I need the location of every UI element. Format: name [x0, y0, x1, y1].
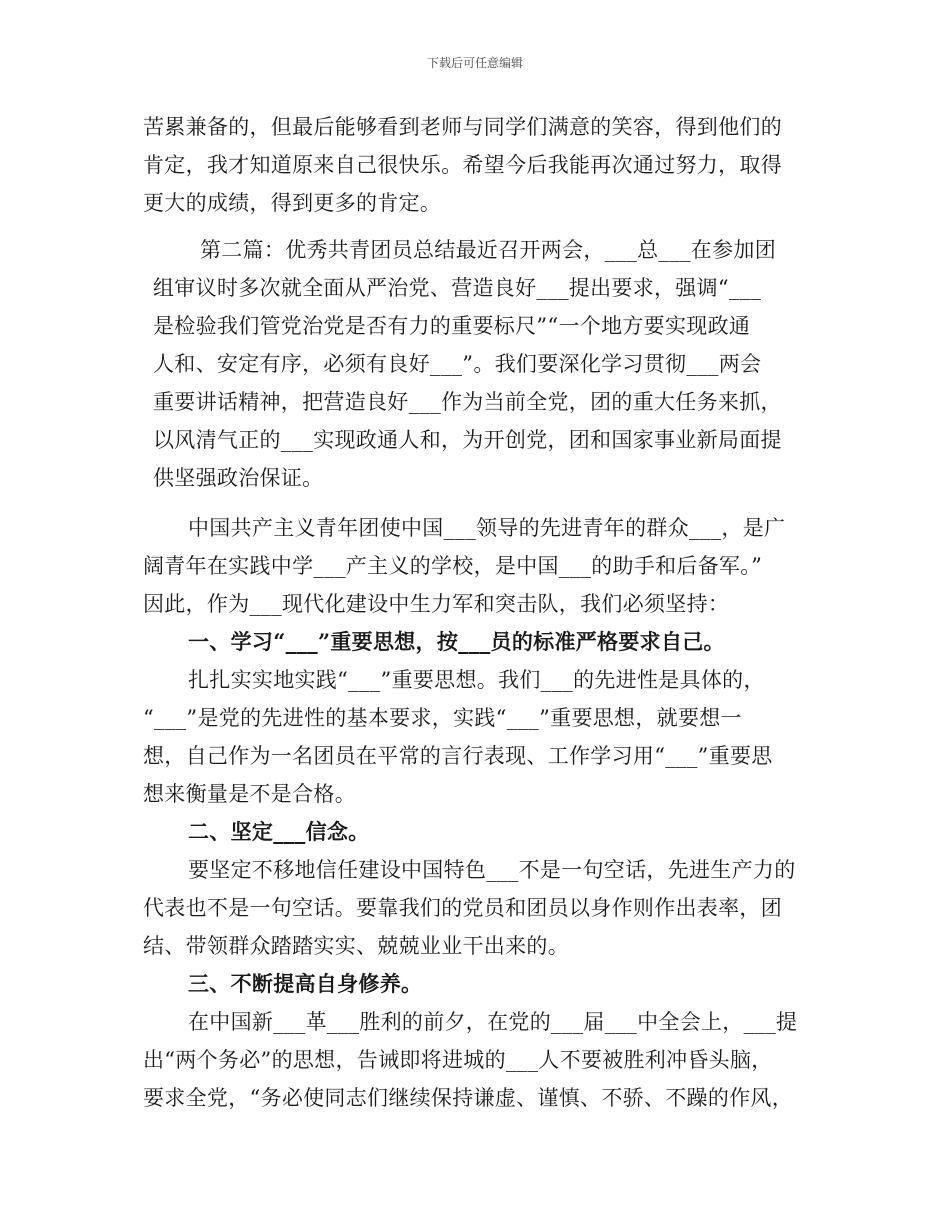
paragraph-line: 以风清气正的___实现政通人和，为开创党，团和国家事业新局面提 — [153, 428, 782, 452]
paragraph-line: 要坚定不移地信任建设中国特色___不是一句空话，先进生产力的 — [188, 858, 796, 882]
paragraph-line: 人和、安定有序，必须有良好___”。我们要深化学习贯彻___两会 — [153, 352, 762, 376]
paragraph-line: 要求全党，“务必使同志们继续保持谦虚、谨慎、不骄、不躁的作风， — [143, 1086, 794, 1110]
section-heading: 三、不断提高自身修养。 — [188, 971, 423, 996]
paragraph-line: 因此，作为___现代化建设中生力军和突击队，我们必须坚持： — [143, 592, 730, 616]
paragraph-line: 组审议时多次就全面从严治党、营造良好___提出要求，强调“___ — [153, 276, 762, 300]
page-header-note: 下载后可任意编辑 — [426, 56, 523, 70]
paragraph-line: 第二篇：优秀共青团员总结最近召开两会，___总___在参加团 — [200, 238, 776, 262]
paragraph-line: 肯定，我才知道原来自己很快乐。希望今后我能再次通过努力，取得 — [143, 153, 782, 177]
paragraph-line: 苦累兼备的，但最后能够看到老师与同学们满意的笑容，得到他们的 — [143, 115, 782, 139]
paragraph-line: 重要讲话精神，把营造良好___作为当前全党，团的重大任务来抓， — [153, 390, 782, 414]
paragraph-line: 代表也不是一句空话。要靠我们的党员和团员以身作则作出表率，团 — [143, 896, 782, 920]
section-heading: 一、学习“___”重要思想，按___员的标准严格要求自己。 — [188, 629, 725, 654]
paragraph-line: 更大的成绩，得到更多的肯定。 — [143, 191, 442, 215]
paragraph-line: 在中国新___革___胜利的前夕，在党的___届___中全会上，___提 — [188, 1010, 798, 1034]
paragraph-line: 阔青年在实践中学___产主义的学校，是中国___的助手和后备军。” — [143, 554, 763, 578]
paragraph-line: 供坚强政治保证。 — [153, 466, 324, 490]
section-heading: 二、坚定___信念。 — [188, 819, 370, 844]
paragraph-line: “___”是党的先进性的基本要求，实践“___”重要思想，就要想一 — [143, 706, 742, 730]
paragraph-line: 想，自己作为一名团员在平常的言行表现、工作学习用“___”重要思 — [143, 744, 773, 768]
paragraph-line: 出“两个务必”的思想，告诫即将进城的___人不要被胜利冲昏头脑， — [143, 1048, 773, 1072]
paragraph-line: 是检验我们管党治党是否有力的重要标尺”“一个地方要实现政通 — [153, 314, 751, 338]
paragraph-line: 结、带领群众踏踏实实、兢兢业业干出来的。 — [143, 934, 569, 958]
paragraph-line: 想来衡量是不是合格。 — [143, 782, 356, 806]
paragraph-line: 中国共产主义青年团使中国___领导的先进青年的群众___，是广 — [188, 516, 786, 540]
paragraph-line: 扎扎实实地实践“___”重要思想。我们___的先进性是具体的， — [188, 668, 765, 692]
